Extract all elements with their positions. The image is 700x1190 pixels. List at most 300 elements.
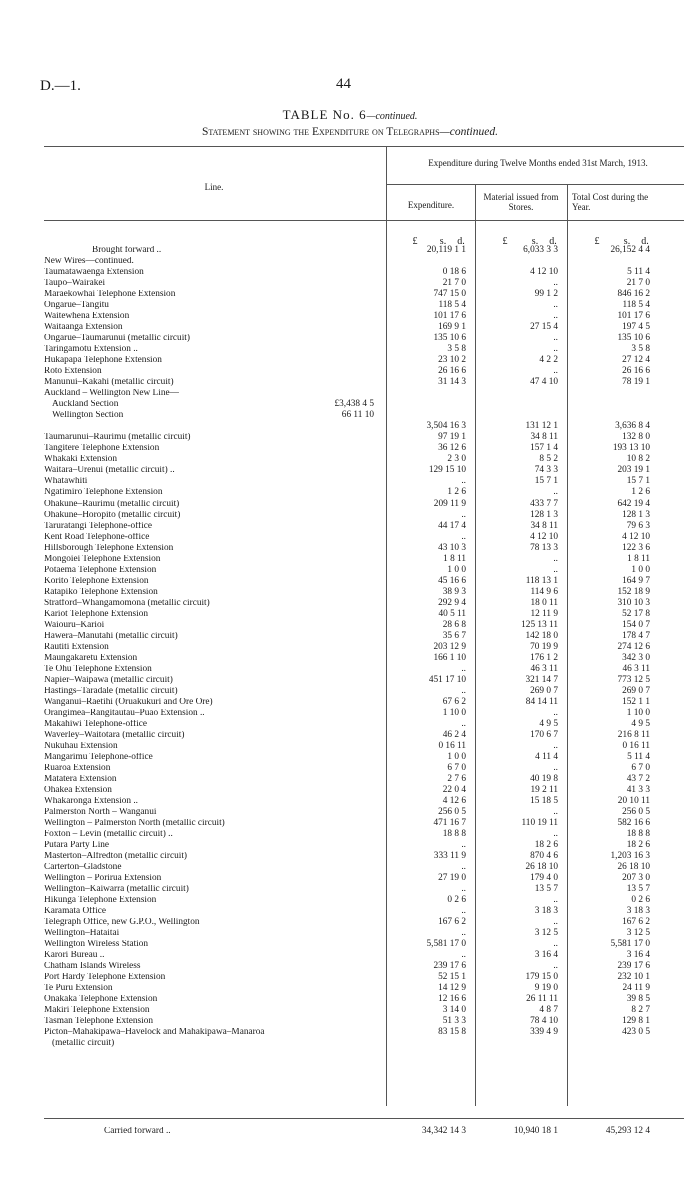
row-label: Taumatawaenga Extension <box>44 268 144 277</box>
row-expenditure: .. <box>461 663 466 674</box>
table-row <box>44 698 684 707</box>
row-expenditure: 18 8 8 <box>442 829 466 840</box>
row-label: Te Puru Extension <box>44 984 113 994</box>
table-row <box>44 488 684 497</box>
row-total: 203 19 1 <box>617 465 650 476</box>
row-material: 26 11 11 <box>526 994 558 1005</box>
row-material: .. <box>553 762 558 773</box>
row-total: 5 11 4 <box>627 267 650 277</box>
row-material: 40 19 8 <box>530 774 558 784</box>
row-label: Ongarue–Tangitu <box>44 301 109 311</box>
table-row <box>44 907 684 916</box>
table-row <box>44 874 684 883</box>
row-total: 39 8 5 <box>626 994 650 1005</box>
row-label: Maraekowhai Telephone Extension <box>44 290 176 300</box>
row-label: New Wires—continued. <box>44 257 134 266</box>
row-material: .. <box>553 807 558 817</box>
row-label: Ratapiko Telephone Extension <box>44 587 158 597</box>
row-label: Karori Bureau .. <box>44 951 105 961</box>
row-material: 131 12 1 <box>525 421 558 432</box>
row-label: Whatawhiti <box>44 477 88 487</box>
table-row <box>44 323 684 332</box>
unit-shilling: s. <box>439 236 447 247</box>
row-label: Taruratangi Telephone-office <box>44 521 153 531</box>
row-expenditure: 20,119 1 1 <box>426 245 466 255</box>
row-expenditure: 21 7 0 <box>442 278 466 289</box>
row-material: 142 18 0 <box>525 630 558 641</box>
row-label: Makiri Telephone Extension <box>44 1006 150 1016</box>
row-material: .. <box>553 829 558 840</box>
unit-shilling: s. <box>623 236 631 247</box>
table-row <box>44 885 684 894</box>
row-total: 101 17 6 <box>617 311 650 322</box>
row-material: 13 5 7 <box>534 884 558 895</box>
row-total: 1 10 0 <box>626 707 650 718</box>
row-label: Wellington – Porirua Extension <box>44 874 162 884</box>
row-total: 310 10 3 <box>617 597 650 608</box>
row-expenditure: 6 7 0 <box>447 762 466 773</box>
row-total: 21 7 0 <box>626 278 650 289</box>
row-material: 4 12 10 <box>530 267 558 277</box>
row-total: 773 12 5 <box>617 674 650 685</box>
row-expenditure: 67 6 2 <box>442 696 466 707</box>
table-row <box>44 1017 684 1026</box>
table-row <box>44 544 684 553</box>
table-row <box>44 951 684 960</box>
table-row <box>44 940 684 949</box>
row-material: .. <box>553 707 558 718</box>
row-expenditure: .. <box>461 884 466 895</box>
row-label: Waverley–Waitotara (metallic circuit) <box>44 730 185 740</box>
row-material: .. <box>553 278 558 289</box>
row-expenditure: 44 17 4 <box>438 520 466 531</box>
row-label: Tasman Telephone Extension <box>44 1017 154 1027</box>
row-expenditure: 747 15 0 <box>433 289 466 300</box>
unit-pound: £ <box>502 236 508 247</box>
row-expenditure: 4 12 6 <box>442 796 466 806</box>
row-material: .. <box>553 939 558 950</box>
row-material: 4 2 2 <box>539 355 558 366</box>
table-row <box>44 709 684 718</box>
row-label: Roto Extension <box>44 367 102 377</box>
row-material: 339 4 9 <box>530 1027 558 1038</box>
row-material: 15 7 1 <box>534 476 558 487</box>
row-total: 52 17 8 <box>622 608 650 619</box>
row-material: 78 4 10 <box>530 1016 558 1027</box>
row-expenditure: 97 19 1 <box>438 432 466 443</box>
carried-forward-expenditure: 34,342 14 3 <box>421 1126 466 1136</box>
row-material: 128 1 3 <box>530 509 558 520</box>
row-material: 870 4 6 <box>530 851 558 862</box>
row-total: 41 3 3 <box>626 785 650 795</box>
row-total: 18 8 8 <box>626 829 650 840</box>
row-label: Kent Road Telephone-office <box>44 532 150 542</box>
table-row <box>44 863 684 872</box>
row-total: 269 0 7 <box>622 685 650 696</box>
row-expenditure: 292 9 4 <box>438 597 466 608</box>
subtitle-subject: Expenditure on Telegraphs <box>311 126 440 138</box>
row-label: Ongarue–Taumarunui (metallic circuit) <box>44 334 190 344</box>
table-subtitle <box>0 126 700 138</box>
row-total: 0 2 6 <box>631 895 650 906</box>
row-label: Wellington–Kaiwarra (metallic circuit) <box>44 885 189 895</box>
row-material: 34 8 11 <box>530 520 558 531</box>
row-total: 6 7 0 <box>631 762 650 773</box>
row-expenditure: 5,581 17 0 <box>426 939 466 950</box>
row-expenditure: 1 10 0 <box>442 707 466 718</box>
row-total: 4 12 10 <box>622 531 650 542</box>
row-expenditure: 0 18 6 <box>442 267 466 277</box>
row-total: 582 16 6 <box>617 818 650 828</box>
table-row <box>44 378 684 387</box>
row-label: Whakaronga Extension .. <box>44 797 138 806</box>
document-ref: D.—1. <box>40 78 81 94</box>
row-label: Mangarimu Telephone-office <box>44 752 153 762</box>
row-material: 84 14 11 <box>525 696 558 707</box>
row-expenditure: 22 0 4 <box>442 785 466 795</box>
row-total: 122 3 6 <box>622 542 650 553</box>
unit-pence: d. <box>457 236 465 247</box>
table-row <box>44 511 684 520</box>
row-expenditure: 51 3 3 <box>442 1016 466 1027</box>
row-label: Mongoiei Telephone Extension <box>44 554 161 564</box>
row-total: 642 19 4 <box>617 498 650 509</box>
row-label: Matatera Extension <box>44 775 117 784</box>
row-subtotal: £3,438 4 5 <box>334 399 374 410</box>
subtitle-lead: Statement showing the <box>202 126 312 138</box>
table-row <box>44 632 684 641</box>
row-label: Hillsborough Telephone Extension <box>44 543 174 553</box>
row-total: 1 0 0 <box>631 564 650 575</box>
table-row <box>44 995 684 1004</box>
row-material: 15 18 5 <box>530 796 558 806</box>
row-material: 433 7 7 <box>530 498 558 509</box>
table-row <box>44 522 684 531</box>
header-rule-top <box>44 146 684 147</box>
table-row <box>44 444 684 453</box>
row-material: .. <box>553 553 558 564</box>
unit-pound: £ <box>412 236 418 247</box>
row-label: Makahiwi Telephone-office <box>44 719 148 729</box>
table-row <box>44 268 684 277</box>
table-row <box>44 654 684 663</box>
row-expenditure: 0 16 11 <box>438 740 466 751</box>
row-expenditure: 40 5 11 <box>438 608 466 619</box>
col-header-line: Line. <box>204 182 224 192</box>
table-row <box>44 676 684 685</box>
row-total: 5,581 17 0 <box>610 939 650 950</box>
row-material: 321 14 7 <box>525 674 558 685</box>
row-expenditure: 31 14 3 <box>438 377 466 388</box>
row-total: 256 0 5 <box>622 807 650 817</box>
row-label: Ohakune–Raurimu (metallic circuit) <box>44 499 180 509</box>
row-material: 19 2 11 <box>530 785 558 795</box>
table-row <box>44 753 684 762</box>
table-row <box>44 918 684 927</box>
row-label: Taumarunui–Raurimu (metallic circuit) <box>44 433 191 443</box>
row-expenditure: 118 5 4 <box>438 300 466 311</box>
table-row <box>44 367 684 376</box>
row-material: .. <box>553 564 558 575</box>
table-row <box>44 400 684 409</box>
row-material: 3 16 4 <box>534 950 558 961</box>
row-label: Auckland – Wellington New Line— <box>44 389 179 399</box>
row-material: 6,033 3 3 <box>523 245 558 255</box>
row-expenditure: .. <box>461 718 466 729</box>
carried-forward-label: Carried forward .. <box>104 1127 171 1136</box>
row-expenditure: 239 17 6 <box>433 961 466 972</box>
header-rule-group <box>386 184 684 185</box>
carried-forward-material: 10,940 18 1 <box>513 1126 558 1136</box>
row-label: Hukapapa Telephone Extension <box>44 356 162 366</box>
row-expenditure: .. <box>461 928 466 939</box>
table-row <box>44 257 684 266</box>
table-row <box>44 1028 684 1037</box>
row-expenditure: 35 6 7 <box>442 630 466 641</box>
row-expenditure: 167 6 2 <box>438 917 466 928</box>
row-label: Chatham Islands Wireless <box>44 962 141 972</box>
table-row <box>44 852 684 861</box>
row-expenditure: 28 6 8 <box>442 619 466 630</box>
row-expenditure: 169 9 1 <box>438 322 466 333</box>
row-label: Wellington–Hataitai <box>44 929 120 939</box>
row-material: 4 8 7 <box>539 1005 558 1016</box>
row-label: Wellington Section <box>52 411 124 421</box>
table-row <box>44 819 684 828</box>
row-total: 232 10 1 <box>617 972 650 983</box>
row-total: 8 2 7 <box>631 1005 650 1016</box>
table-row <box>44 1039 684 1048</box>
row-expenditure: 333 11 9 <box>433 851 466 862</box>
row-label: Hikunga Telephone Extension <box>44 896 157 906</box>
table-row <box>44 687 684 696</box>
row-material: 99 1 2 <box>534 289 558 300</box>
table-row <box>44 279 684 288</box>
row-label: Carterton–Gladstone <box>44 863 122 873</box>
row-total: 0 16 11 <box>622 740 650 751</box>
row-expenditure: 3 5 8 <box>447 344 466 355</box>
subtitle-tail: —continued. <box>439 126 498 138</box>
unit-pence: d. <box>641 236 649 247</box>
row-material: 269 0 7 <box>530 685 558 696</box>
row-expenditure: 3 14 0 <box>442 1005 466 1016</box>
row-expenditure: .. <box>461 509 466 520</box>
row-label: Te Ohu Telephone Extension <box>44 664 152 674</box>
row-total: 1,203 16 3 <box>610 851 650 862</box>
row-material: 125 13 11 <box>521 619 558 630</box>
row-material: 12 11 9 <box>530 608 558 619</box>
row-label: Hastings–Taradale (metallic circuit) <box>44 686 178 696</box>
row-expenditure: 256 0 5 <box>438 807 466 817</box>
row-material: .. <box>553 300 558 311</box>
row-total: 164 9 7 <box>622 575 650 586</box>
row-label: Whakaki Extension <box>44 455 118 465</box>
table-row <box>44 830 684 839</box>
row-expenditure: 12 16 6 <box>438 994 466 1005</box>
row-label: Brought forward .. <box>92 246 162 255</box>
row-label: Kariot Telephone Extension <box>44 609 148 619</box>
table-row <box>44 720 684 729</box>
row-material: 18 0 11 <box>530 597 558 608</box>
row-expenditure: .. <box>461 862 466 873</box>
row-expenditure: 471 16 7 <box>433 818 466 828</box>
row-total: 239 17 6 <box>617 961 650 972</box>
row-expenditure: .. <box>461 531 466 542</box>
row-label: Napier–Waipawa (metallic circuit) <box>44 675 173 685</box>
row-total: 178 4 7 <box>622 630 650 641</box>
row-material: 34 8 11 <box>530 432 558 443</box>
row-label: Taupo–Wairakei <box>44 279 106 289</box>
row-total: 1 2 6 <box>631 487 650 498</box>
row-total: 10 8 2 <box>626 454 650 465</box>
row-label: Rautiti Extension <box>44 642 109 652</box>
row-material: .. <box>553 740 558 751</box>
row-total: 26 16 6 <box>622 366 650 377</box>
row-expenditure: 52 15 1 <box>438 972 466 983</box>
row-total: 132 8 0 <box>622 432 650 443</box>
row-total: 152 1 1 <box>622 696 650 707</box>
row-label: Waiouru–Karioi <box>44 620 105 630</box>
unit-pound: £ <box>594 236 600 247</box>
row-material: 179 15 0 <box>525 972 558 983</box>
row-total: 20 10 11 <box>617 796 650 806</box>
row-expenditure: 209 11 9 <box>433 498 466 509</box>
row-material: 118 13 1 <box>525 575 558 586</box>
table-row <box>44 577 684 586</box>
carried-forward-total: 45,293 12 4 <box>605 1126 650 1136</box>
row-expenditure: 46 2 4 <box>442 729 466 740</box>
row-total: 46 3 11 <box>622 663 650 674</box>
row-label: Hawera–Manutahi (metallic circuit) <box>44 631 178 641</box>
table-row <box>44 896 684 905</box>
table-row <box>44 929 684 938</box>
row-total: 3 16 4 <box>626 950 650 961</box>
row-expenditure: 1 0 0 <box>447 751 466 762</box>
table-row <box>44 588 684 597</box>
table-row <box>44 665 684 674</box>
row-total: 18 2 6 <box>626 840 650 851</box>
row-expenditure: 83 15 8 <box>438 1027 466 1038</box>
row-expenditure: 2 3 0 <box>447 454 466 465</box>
row-material: 18 2 6 <box>534 840 558 851</box>
row-expenditure: 26 16 6 <box>438 366 466 377</box>
header-rule-bottom <box>44 220 684 221</box>
row-total: 207 3 0 <box>622 873 650 884</box>
row-expenditure: 135 10 6 <box>433 333 466 344</box>
row-label: Stratford–Whangamomona (metallic circuit) <box>44 598 210 608</box>
row-label: Waitewhena Extension <box>44 312 130 322</box>
row-total: 24 11 9 <box>622 983 650 994</box>
table-row <box>44 808 684 817</box>
row-label: (metallic circuit) <box>52 1039 115 1049</box>
row-expenditure: 3,504 16 3 <box>426 421 466 432</box>
row-material: .. <box>553 917 558 928</box>
row-label: Palmerston North – Wanganui <box>44 808 157 817</box>
table-row <box>44 731 684 740</box>
row-material: 46 3 11 <box>530 663 558 674</box>
table-row <box>44 334 684 343</box>
row-expenditure: 38 9 3 <box>442 586 466 597</box>
row-material: .. <box>553 366 558 377</box>
unit-shilling: s. <box>531 236 539 247</box>
row-total: 1 8 11 <box>627 553 650 564</box>
row-label: Maungakaretu Extension <box>44 653 138 663</box>
row-material: .. <box>553 333 558 344</box>
row-total: 118 5 4 <box>622 300 650 311</box>
row-expenditure: .. <box>461 906 466 917</box>
row-label: Taringamotu Extension .. <box>44 345 138 355</box>
row-total: 135 10 6 <box>617 333 650 344</box>
table-row <box>44 555 684 564</box>
row-material: 70 19 9 <box>530 641 558 652</box>
table-row <box>44 764 684 773</box>
row-subtotal: 66 11 10 <box>341 410 374 421</box>
row-expenditure: 101 17 6 <box>433 311 466 322</box>
row-expenditure: 129 15 10 <box>428 465 466 476</box>
row-expenditure: 45 16 6 <box>438 575 466 586</box>
row-expenditure: 36 12 6 <box>438 443 466 454</box>
row-total: 5 11 4 <box>627 751 650 762</box>
table-row <box>44 500 684 509</box>
row-material: 114 9 6 <box>530 586 558 597</box>
row-label: Korito Telephone Extension <box>44 576 149 586</box>
table-row <box>44 742 684 751</box>
row-total: 4 9 5 <box>631 718 650 729</box>
table-row <box>44 290 684 299</box>
table-row <box>44 643 684 652</box>
table-row <box>44 389 684 398</box>
table-row <box>44 411 684 420</box>
row-total: 15 7 1 <box>626 476 650 487</box>
table-row <box>44 841 684 850</box>
row-expenditure: 1 0 0 <box>447 564 466 575</box>
row-label: Karamata Office <box>44 907 107 917</box>
row-total: 342 3 0 <box>622 652 650 663</box>
row-material: .. <box>553 961 558 972</box>
table-row <box>44 1006 684 1015</box>
table-row <box>44 533 684 542</box>
row-label: Ruaroa Extension <box>44 763 111 773</box>
row-material: 4 11 4 <box>535 751 558 762</box>
row-label: Wanganui–Raetihi (Oruakukuri and Ore Ore) <box>44 697 213 707</box>
row-label: Picton–Mahakipawa–Havelock and Mahakipawa–Manaroa <box>44 1028 265 1038</box>
table-row <box>44 610 684 619</box>
row-total: 3,636 8 4 <box>615 421 650 432</box>
row-expenditure: 27 19 0 <box>438 873 466 884</box>
row-total: 128 1 3 <box>622 509 650 520</box>
row-material: 176 1 2 <box>530 652 558 663</box>
row-label: Manunui–Kakahi (metallic circuit) <box>44 378 174 388</box>
row-expenditure: 1 2 6 <box>447 487 466 498</box>
row-total: 167 6 2 <box>622 917 650 928</box>
row-material: 8 5 2 <box>539 454 558 465</box>
row-total: 3 18 3 <box>626 906 650 917</box>
row-expenditure: .. <box>461 840 466 851</box>
row-total: 152 18 9 <box>617 586 650 597</box>
table-row <box>44 345 684 354</box>
row-material: 3 18 3 <box>534 906 558 917</box>
row-total: 78 19 1 <box>622 377 650 388</box>
row-expenditure: .. <box>461 950 466 961</box>
page-number: 44 <box>336 76 351 92</box>
row-total: 193 13 10 <box>612 443 650 454</box>
table-row <box>44 962 684 971</box>
row-total: 846 16 2 <box>617 289 650 300</box>
row-total: 79 6 3 <box>626 520 650 531</box>
row-material: 179 4 0 <box>530 873 558 884</box>
row-expenditure: .. <box>461 685 466 696</box>
row-label: Onakaka Telephone Extension <box>44 995 158 1005</box>
